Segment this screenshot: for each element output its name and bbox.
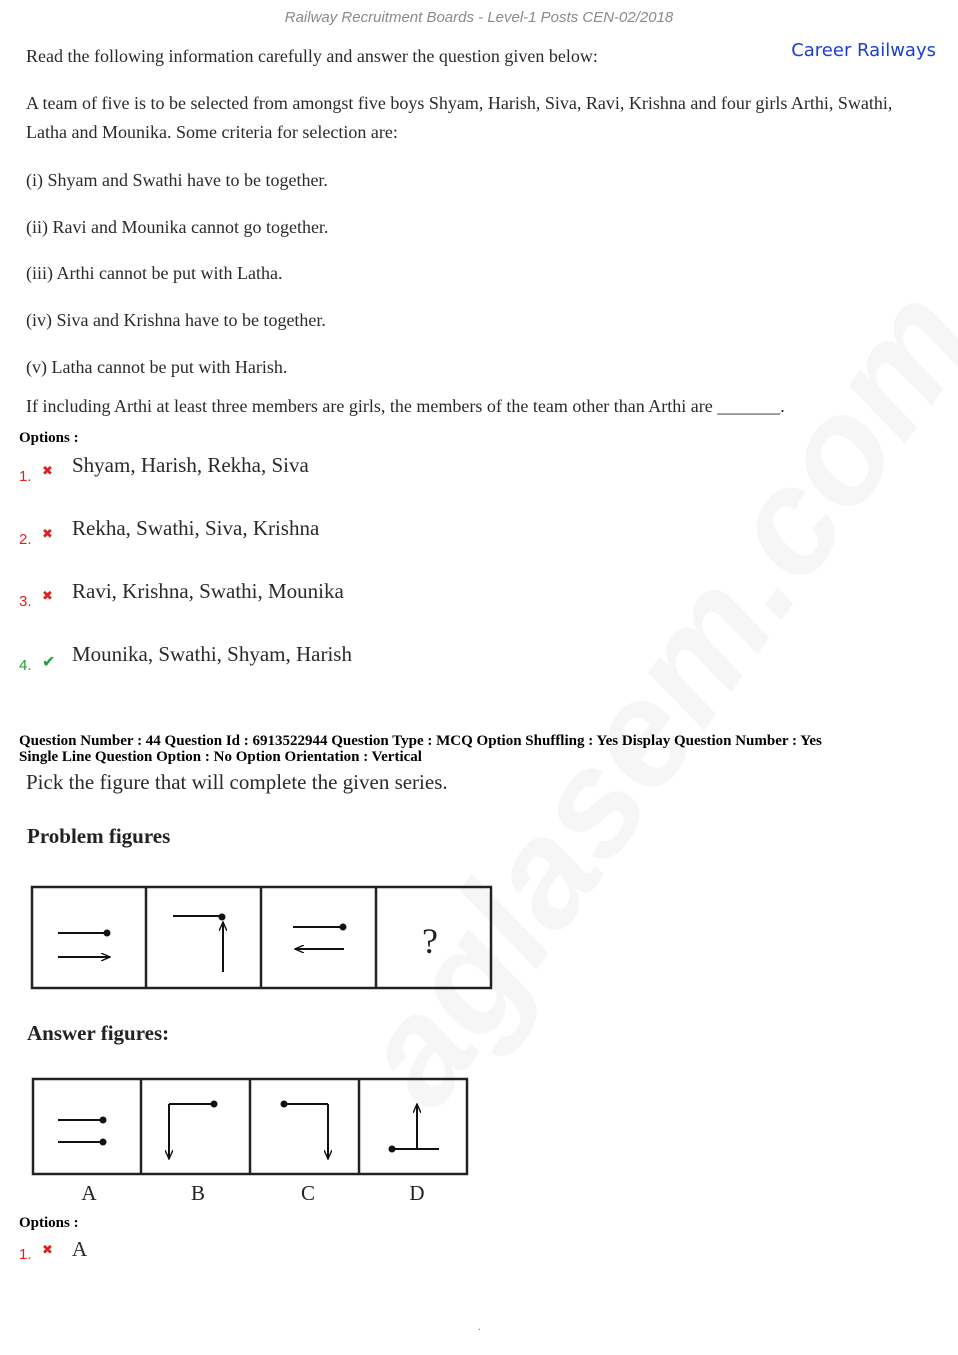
answer-label-b: B (190, 1181, 205, 1205)
page-header-title: Railway Recruitment Boards - Level-1 Posts CEN-02/2018 (284, 9, 674, 26)
option-number: 4. (19, 657, 32, 674)
problem-figure-1 (58, 930, 111, 958)
wrong-icon: ✖ (42, 527, 53, 542)
problem-figures-heading: Problem figures (27, 824, 171, 848)
watermark (322, 258, 958, 1136)
criteria-5: (v) Latha cannot be put with Harish. (26, 357, 288, 377)
option-text: A (72, 1237, 88, 1261)
option-text: Ravi, Krishna, Swathi, Mounika (72, 579, 344, 603)
option-number: 1. (19, 1246, 32, 1263)
criteria-4: (iv) Siva and Krishna have to be together. (26, 310, 326, 330)
question-meta-line-2: Single Line Question Option : No Option Orientation : Vertical (19, 749, 422, 765)
options-label: Options : (19, 430, 79, 446)
option-text: Rekha, Swathi, Siva, Krishna (72, 516, 320, 540)
option-number: 3. (19, 593, 32, 610)
question-text: Pick the figure that will complete the given series. (26, 770, 448, 794)
options-label: Options : (19, 1215, 79, 1231)
wrong-icon: ✖ (42, 464, 53, 479)
option-text: Shyam, Harish, Rekha, Siva (72, 453, 309, 477)
option-number: 2. (19, 531, 32, 548)
question-meta-line-1: Question Number : 44 Question Id : 6913522944 Question Type : MCQ Option Shuffling : Yes Display Question Number : Yes (19, 733, 822, 749)
question-intro: Read the following information carefully and answer the question given below: (26, 46, 598, 66)
answer-figures-heading: Answer figures: (27, 1021, 170, 1045)
criteria-3: (iii) Arthi cannot be put with Latha. (26, 263, 283, 283)
answer-figure-b[interactable] (169, 1101, 218, 1160)
criteria-2: (ii) Ravi and Mounika cannot go together. (26, 217, 329, 237)
answer-label-d: D (409, 1181, 425, 1205)
answer-figure-d[interactable] (389, 1104, 440, 1153)
answer-figure-c[interactable] (281, 1101, 329, 1160)
answer-label-a: A (81, 1181, 97, 1205)
option-text: Mounika, Swathi, Shyam, Harish (72, 642, 352, 666)
option-number: 1. (19, 468, 32, 485)
footer-dot: . (478, 1322, 481, 1333)
check-icon: ✔ (42, 652, 56, 671)
brand-label: Career Railways (791, 40, 936, 61)
criteria-1: (i) Shyam and Swathi have to be together. (26, 170, 328, 190)
problem-figure-2 (173, 914, 226, 973)
answer-figure-a[interactable] (58, 1117, 107, 1146)
question-text: If including Arthi at least three members are girls, the members of the team other than Arthi are _______. (26, 396, 785, 416)
question-paragraph: A team of five is to be selected from amongst five boys Shyam, Harish, Siva, Ravi, Krishna and four girls Arthi, Swathi, Latha and Mounika. Some criteria for selection are: (26, 93, 893, 142)
problem-figures (30, 885, 494, 991)
question-mark: ? (422, 921, 438, 961)
wrong-icon: ✖ (42, 589, 53, 604)
problem-figure-3 (293, 924, 347, 950)
answer-figures (31, 1077, 471, 1177)
wrong-icon: ✖ (42, 1243, 53, 1258)
answer-label-c: C (300, 1181, 315, 1205)
